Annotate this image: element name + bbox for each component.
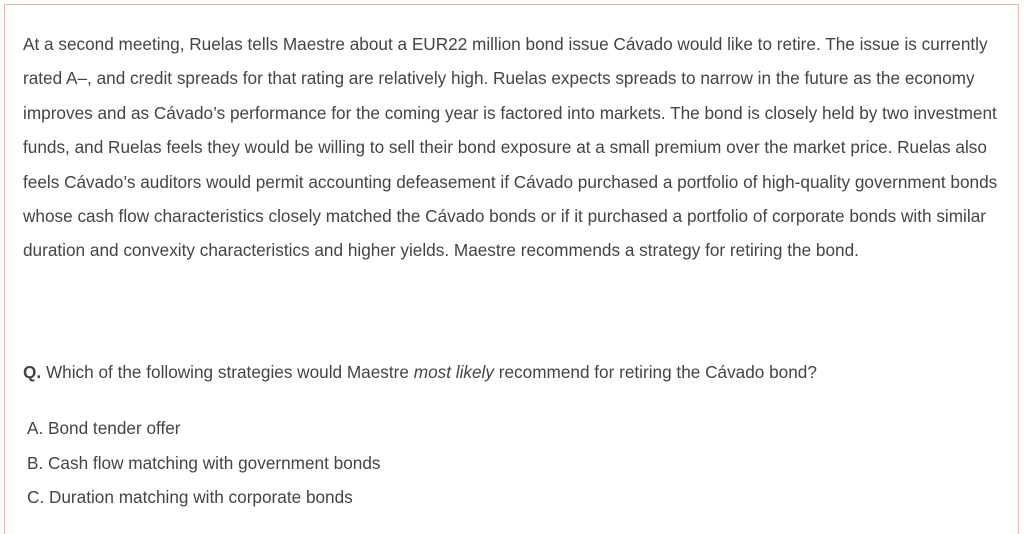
option-a[interactable]: A. Bond tender offer	[27, 418, 181, 438]
answer-options	[27, 411, 380, 515]
content-frame	[4, 4, 1019, 534]
option-c[interactable]: C. Duration matching with corporate bonds	[27, 487, 353, 507]
passage-text: At a second meeting, Ruelas tells Maestre about a EUR22 million bond issue Cávado would like to retire. The issue is currently rated A–, and credit spreads for that rating are relatively high. Ruelas expects spreads to narrow in the future as the economy improves and as Cávado’s performance for the coming year is factored into markets. The bond is closely held by two investment funds, and Ruelas feels they would be willing to sell their bond exposure at a small premium over the market price. Ruelas also feels Cávado’s auditors would permit accounting defeasement if Cávado purchased a portfolio of high-quality government bonds whose cash flow characteristics closely matched the Cávado bonds or if it purchased a portfolio of corporate bonds with similar duration and convexity characteristics and higher yields. Maestre recommends a strategy for retiring the bond.	[23, 34, 998, 261]
option-b[interactable]: B. Cash flow matching with government bonds	[27, 452, 381, 473]
question-emphasis: most likely	[413, 362, 494, 382]
question-label: Q.	[23, 362, 42, 382]
question	[23, 360, 1015, 384]
question-text-after: recommend for retiring the Cávado bond?	[498, 362, 817, 382]
question-text-before: Which of the following strategies would Maestre	[45, 362, 409, 382]
